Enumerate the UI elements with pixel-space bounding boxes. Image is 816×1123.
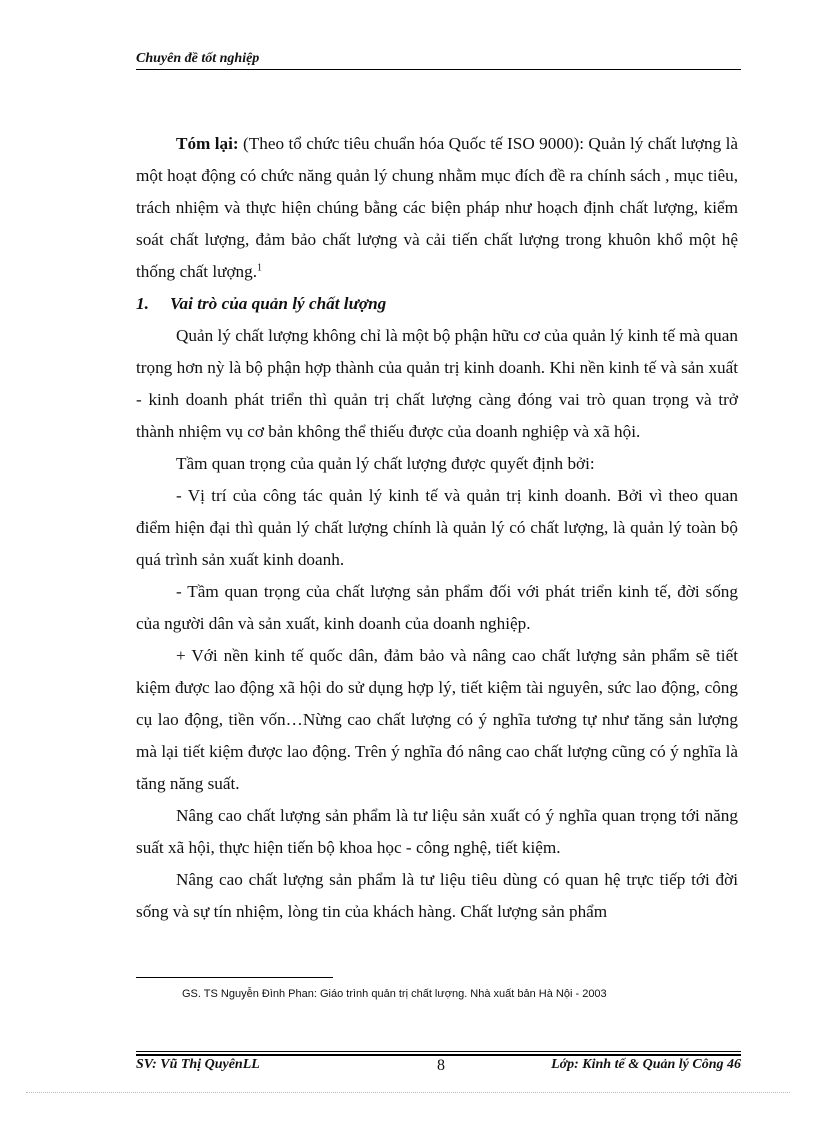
footer-student: SV: Vũ Thị QuyênLL	[136, 1057, 260, 1072]
footer-class: Lớp: Kinh tế & Quản lý Công 46	[551, 1057, 741, 1072]
paragraph: Quản lý chất lượng không chỉ là một bộ phận hữu cơ của quản lý kinh tế mà quan trọng hơn nỳ là bộ phận hợp thành của quản trị kinh doanh. Khi nền kinh tế và sản xuất - kinh doanh phát triển thì quản trị chất lượng càng đóng vai trò quan trọng và trở thành nhiệm vụ cơ bản không thể thiếu được của doanh nghiệp và xã hội.	[136, 326, 738, 441]
paragraph: Tầm quan trọng của quản lý chất lượng được quyết định bởi:	[176, 454, 595, 473]
page-header	[136, 49, 741, 70]
page-break-line	[26, 1092, 790, 1093]
paragraph: - Tầm quan trọng của chất lượng sản phẩm đối với phát triển kinh tế, đời sống của người dân và sản xuất, kinh doanh của doanh nghiệp.	[136, 582, 738, 633]
header-title: Chuyên đề tốt nghiệp	[136, 51, 260, 66]
page-number: 8	[437, 1057, 445, 1074]
summary-text: (Theo tổ chức tiêu chuẩn hóa Quốc tế ISO 9000): Quản lý chất lượng là một hoạt động có chức năng quản lý chung nhằm mục đích đề ra chính sách , mục tiêu, trách nhiệm và thực hiện chúng bằng các biện pháp như hoạch định chất lượng, kiểm soát chất lượng, đảm bảo chất lượng và cải tiến chất lượng trong khuôn khổ một hệ thống chất lượng.	[136, 134, 738, 281]
document-body	[136, 128, 738, 928]
section-number: 1.	[136, 294, 149, 313]
page-footer	[136, 1057, 741, 1077]
footnote-separator	[136, 977, 333, 978]
footnote-text: GS. TS Nguyễn Đình Phan: Giáo trình quản trị chất lượng. Nhà xuất bản Hà Nội - 2003	[182, 988, 607, 1000]
footer-rule	[136, 1051, 741, 1052]
summary-label: Tóm lại:	[176, 134, 239, 153]
paragraph: + Với nền kinh tế quốc dân, đảm bảo và nâng cao chất lượng sản phẩm sẽ tiết kiệm được lao động xã hội do sử dụng hợp lý, tiết kiệm tài nguyên, sức lao động, công cụ lao động, tiền vốn…Nừng cao chất lượng có ý nghĩa tương tự như tăng sản lượng mà lại tiết kiệm được lao động. Trên ý nghĩa đó nâng cao chất lượng cũng có ý nghĩa là tăng năng suất.	[136, 646, 738, 793]
summary-paragraph	[136, 128, 738, 288]
paragraph: Nâng cao chất lượng sản phẩm là tư liệu tiêu dùng có quan hệ trực tiếp tới đời sống và sự tín nhiệm, lòng tin của khách hàng. Chất lượng sản phẩm	[136, 870, 738, 921]
section-heading	[136, 288, 738, 320]
footer-rule-thick	[136, 1054, 741, 1056]
paragraph: - Vị trí của công tác quản lý kinh tế và quản trị kinh doanh. Bởi vì theo quan điểm hiện đại thì quản lý chất lượng chính là quản lý có chất lượng, là quản lý toàn bộ quá trình sản xuất kinh doanh.	[136, 486, 738, 569]
section-title: Vai trò của quản lý chất lượng	[170, 294, 387, 313]
footnote-reference[interactable]: 1	[257, 262, 263, 274]
paragraph: Nâng cao chất lượng sản phẩm là tư liệu sản xuất có ý nghĩa quan trọng tới năng suất xã hội, thực hiện tiến bộ khoa học - công nghệ, tiết kiệm.	[136, 806, 738, 857]
